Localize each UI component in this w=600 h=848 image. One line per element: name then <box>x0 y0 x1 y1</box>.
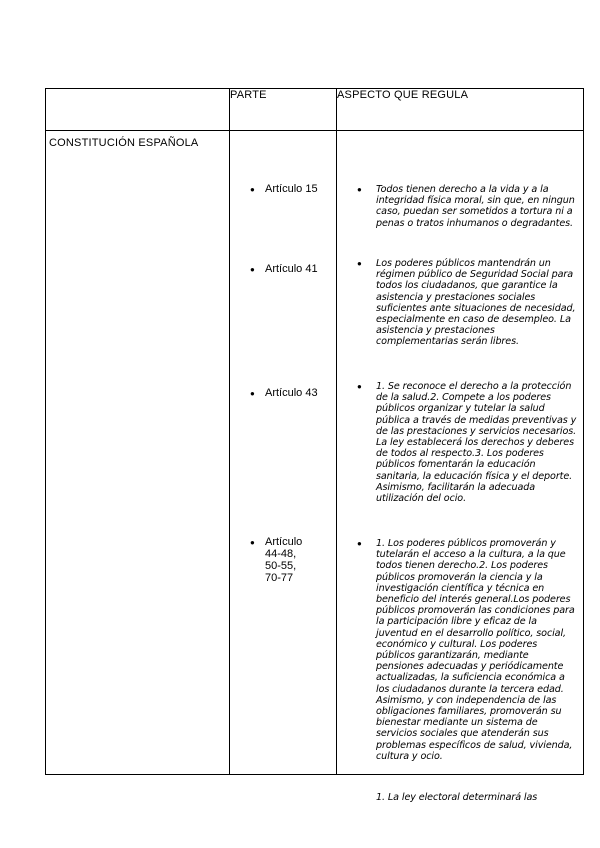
aspect-text: 1. Los poderes públicos promoverán y tutelarán el acceso a la cultura, a la que todos tienen derecho.2. Los poderes públicos promoverán la ciencia y la investigación científica y técnica en beneficio del interés general.Los poderes públicos promoverán las condiciones para la participación libre y eficaz de la juventud en el desarrollo político, social, económico y cultural. Los poderes públicos garantizarán, mediante pensiones adecuadas y periódicamente actualizadas, la suficiencia económica a los ciudadanos durante la tercera edad. Asimismo, y con independencia de las obligaciones familiares, promoverán su bienestar mediante un sistema de servicios sociales que atenderán sus problemas específicos de salud, vivienda, cultura y ocio. <box>376 538 575 762</box>
bullet-icon: ● <box>250 265 255 274</box>
header-cell-aspecto: ASPECTO QUE REGULA <box>337 89 584 131</box>
article-label: Artículo 15 <box>265 183 318 195</box>
regulation-table <box>45 88 584 803</box>
header-cell-parte: PARTE <box>230 89 337 131</box>
section-cell <box>46 131 230 775</box>
article-label: Artículo 41 <box>265 263 318 275</box>
bullet-icon: ● <box>357 382 362 391</box>
section-label: CONSTITUCIÓN ESPAÑOLA <box>49 137 199 149</box>
aspect-text-extra: 1. La ley electoral determinará las <box>376 792 538 803</box>
aspect-text: 1. Se reconoce el derecho a la protección de la salud.2. Compete a los poderes públicos organizar y tutelar la salud pública a través de medidas preventivas y de las prestaciones y servicios necesarios. La ley establecerá los derechos y deberes de todos al respecto.3. Los poderes públicos fomentarán la educación sanitaria, la educación física y el deporte. Asimismo, facilitarán la adecuada utilización del ocio. <box>376 381 577 505</box>
bullet-icon: ● <box>250 185 255 194</box>
aspect-text: Todos tienen derecho a la vida y a la integridad física moral, sin que, en ningun caso, puedan ser sometidos a tortura ni a penas o tratos inhumanos o degradantes. <box>376 184 575 229</box>
bullet-icon: ● <box>357 259 362 268</box>
article-label: Artículo 44-48, 50-55, 70-77 <box>265 536 303 584</box>
aspect-text: Los poderes públicos mantendrán un régimen público de Seguridad Social para todos los ciudadanos, que garantice la asistencia y prestaciones sociales suficientes ante situaciones de necesidad, especialmente en caso de desempleo. La asistencia y prestaciones complementarias serán libres. <box>376 258 576 348</box>
table-body-row <box>46 131 584 775</box>
bullet-icon: ● <box>250 389 255 398</box>
header-cell-empty <box>46 89 230 131</box>
bullet-icon: ● <box>250 538 255 547</box>
parte-cell <box>230 131 337 775</box>
article-label: Artículo 43 <box>265 387 318 399</box>
aspecto-cell <box>337 131 584 803</box>
bullet-icon: ● <box>357 539 362 548</box>
table-header-row <box>46 89 584 131</box>
bullet-icon: ● <box>357 185 362 194</box>
